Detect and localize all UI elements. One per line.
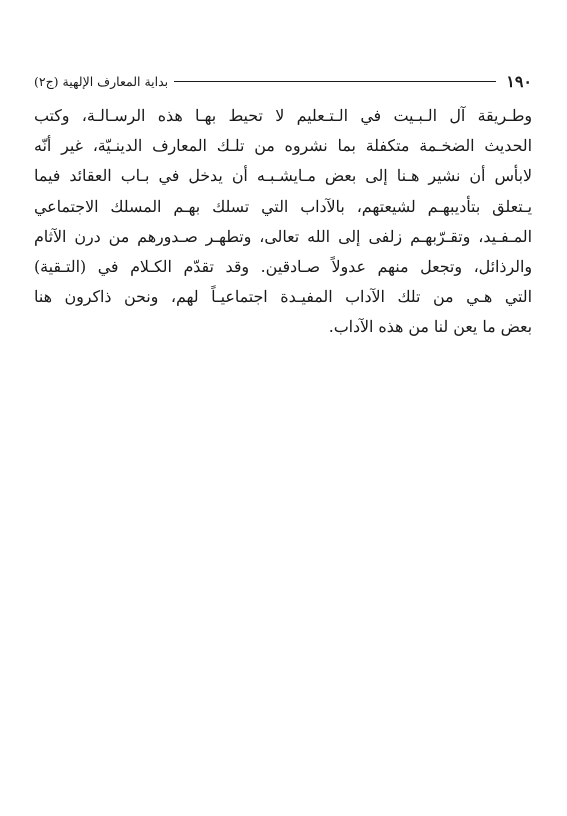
- text-line: والرذائل، وتجعل منهم عدولاً صـادقين. وقد تقدّم الكـلام في (التـقية): [34, 256, 532, 276]
- text-line: وطـريقة آل الـبـيت في الـتـعليم لا تحيط بهـا هذه الرسـالـة، وكتب: [34, 106, 532, 125]
- header-rule: [174, 81, 496, 82]
- text-line: الحديث الضخـمة متكفلة بما نشروه من تلـك المعارف الدينـيّة، غير أنّه: [34, 136, 532, 156]
- text-line: لابأس أن نشير هـنا إلى بعض مـايشـبـه أن يدخل في بـاب العقائد فيما: [34, 166, 532, 186]
- running-header: [34, 70, 532, 92]
- text-line: يـتعلق بتأديبهـم لشيعتهم، بالآداب التي تسلك بهـم المسلك الاجتماعي: [34, 196, 532, 216]
- text-line: بعض ما يعن لنا من هذه الآداب.: [328, 317, 532, 337]
- book-title: بداية المعارف الإلهية (ج٢): [34, 73, 169, 89]
- text-line: المـفـيد، وتقـرّبهـم زلفى إلى الله تعالى، وتطهـر صـدورهم من درن الآثام: [34, 226, 532, 246]
- body-paragraph: [34, 101, 532, 343]
- page-number: ١٩٠: [506, 71, 532, 91]
- text-line: التي هـي من تلك الآداب المفيـدة اجتماعيـاً لهم، ونحن ذاكرون هنا: [34, 287, 532, 307]
